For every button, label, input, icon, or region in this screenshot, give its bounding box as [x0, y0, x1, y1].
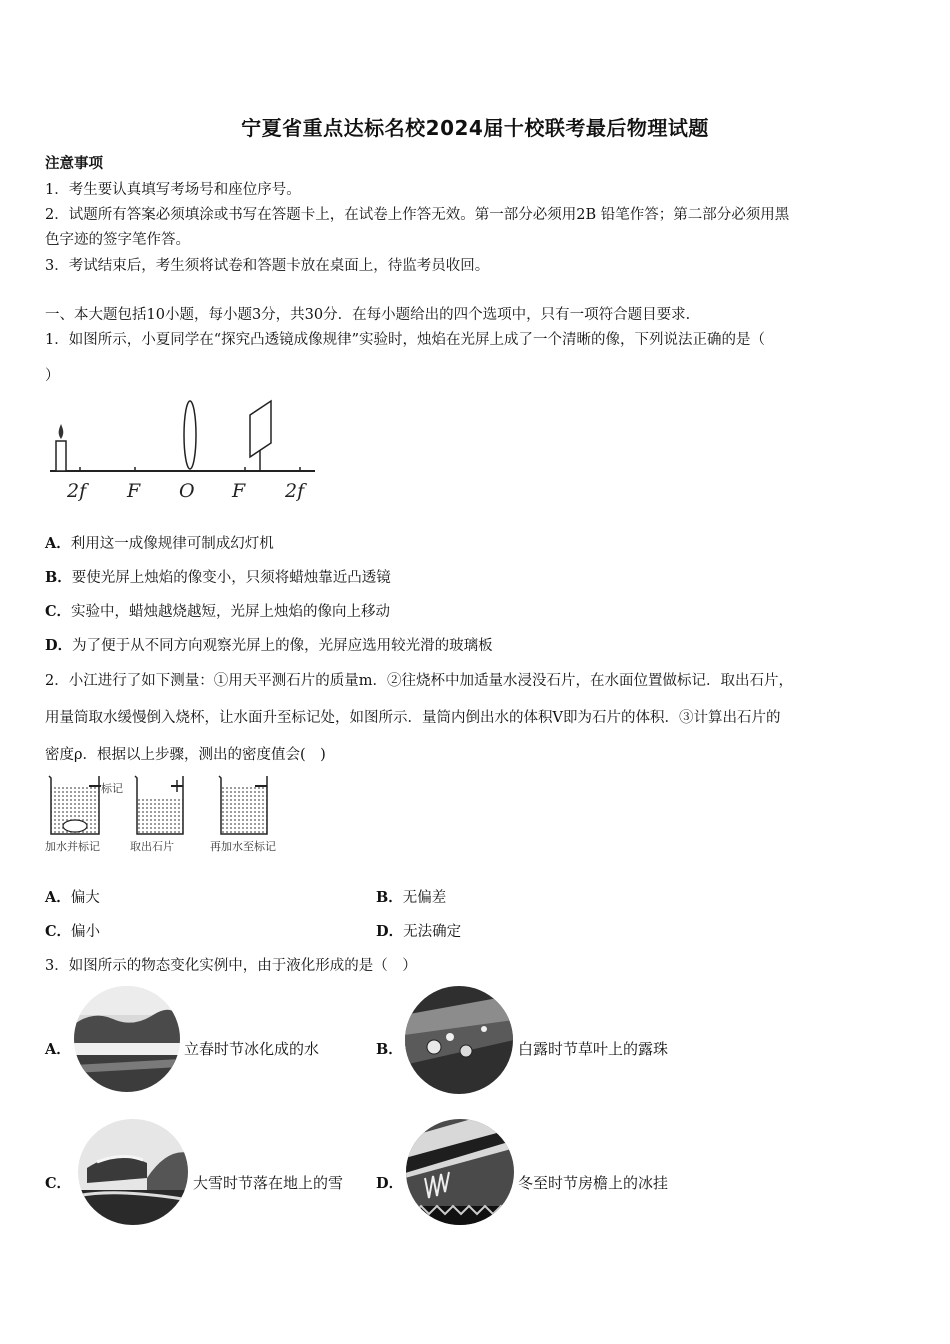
- q1-stem: 1．如图所示，小夏同学在“探究凸透镜成像规律”实验时，烛焰在光屏上成了一个清晰的像，下列说法正确的是（: [45, 332, 766, 348]
- q2-option-b[interactable]: B．无偏差: [376, 889, 447, 906]
- photo-dew[interactable]: [404, 985, 514, 1095]
- axis-label: 2f: [285, 480, 305, 502]
- q3-option-c-text: 大雪时节落在地上的雪: [193, 1174, 344, 1192]
- q1-option-d[interactable]: D．为了便于从不同方向观察光屏上的像，光屏应选用较光滑的玻璃板: [45, 637, 493, 654]
- beaker-caption: 再加水至标记: [210, 840, 276, 853]
- q3-option-d-text: 冬至时节房檐上的冰挂: [518, 1174, 669, 1192]
- axis-label: F: [127, 480, 141, 502]
- photo-icicle[interactable]: [405, 1118, 515, 1226]
- photo-ice-melt[interactable]: [73, 985, 181, 1093]
- flame-icon: [59, 424, 64, 439]
- beaker-1: [49, 776, 101, 834]
- notice-item: 2．试题所有答案必须填涂或书写在答题卡上，在试卷上作答无效。第一部分必须用2B 铅笔作答；第二部分必须用黑: [45, 207, 790, 223]
- lens-diagram: [45, 395, 325, 505]
- q3-option-b-text: 白露时节草叶上的露珠: [518, 1040, 669, 1058]
- section-heading: 一、本大题包括10小题，每小题3分，共30分．在每小题给出的四个选项中，只有一项符合题目要求．: [45, 307, 701, 323]
- q3-option-a-text: 立春时节冰化成的水: [184, 1040, 320, 1058]
- q2-option-d[interactable]: D．无法确定: [376, 923, 462, 940]
- q2-option-a[interactable]: A．偏大: [45, 889, 100, 906]
- beaker-diagram: [45, 770, 305, 840]
- q2-stem: 密度ρ．根据以上步骤，测出的密度值会( ): [45, 747, 326, 763]
- q1-option-c[interactable]: C．实验中，蜡烛越烧越短，光屏上烛焰的像向上移动: [45, 603, 391, 620]
- light-screen: [250, 401, 271, 457]
- q1-option-a[interactable]: A．利用这一成像规律可制成幻灯机: [45, 535, 274, 552]
- notice-heading: 注意事项: [45, 155, 103, 172]
- axis-label: 2f: [67, 480, 87, 502]
- q2-option-c[interactable]: C．偏小: [45, 923, 101, 940]
- q1-option-b[interactable]: B．要使光屏上烛焰的像变小，只须将蜡烛靠近凸透镜: [45, 569, 391, 586]
- axis-label: O: [179, 480, 195, 502]
- q2-stem: 2．小江进行了如下测量：①用天平测石片的质量m．②往烧杯中加适量水浸没石片，在水面位置做标记．取出石片，: [45, 673, 793, 689]
- axis-label: F: [232, 480, 246, 502]
- beaker-caption: 加水并标记: [45, 840, 100, 853]
- beaker-2: [135, 776, 183, 834]
- q1-stem-end: ）: [45, 368, 60, 384]
- stone: [63, 820, 87, 832]
- beaker-caption: 取出石片: [130, 840, 174, 853]
- q3-stem: 3．如图所示的物态变化实例中，由于液化形成的是（ ）: [45, 958, 417, 974]
- beaker-3: [219, 776, 267, 834]
- q3-option-b[interactable]: B．: [376, 1041, 403, 1058]
- notice-item: 色字迹的签字笔作答。: [45, 232, 190, 248]
- mark-label: 标记: [101, 782, 123, 795]
- convex-lens: [184, 401, 196, 469]
- candle: [56, 441, 66, 471]
- q3-option-c[interactable]: C．: [45, 1175, 72, 1192]
- q2-stem: 用量筒取水缓慢倒入烧杯，让水面升至标记处，如图所示．量筒内倒出水的体积V即为石片的体积．③计算出石片的: [45, 710, 781, 726]
- q3-option-a[interactable]: A．: [45, 1041, 71, 1058]
- notice-item: 3．考试结束后，考生须将试卷和答题卡放在桌面上，待监考员收回。: [45, 258, 490, 274]
- photo-snow[interactable]: [77, 1118, 189, 1226]
- notice-item: 1．考生要认真填写考场号和座位序号。: [45, 182, 301, 198]
- page-title: 宁夏省重点达标名校2024届十校联考最后物理试题: [241, 116, 709, 140]
- q3-option-d[interactable]: D．: [376, 1175, 404, 1192]
